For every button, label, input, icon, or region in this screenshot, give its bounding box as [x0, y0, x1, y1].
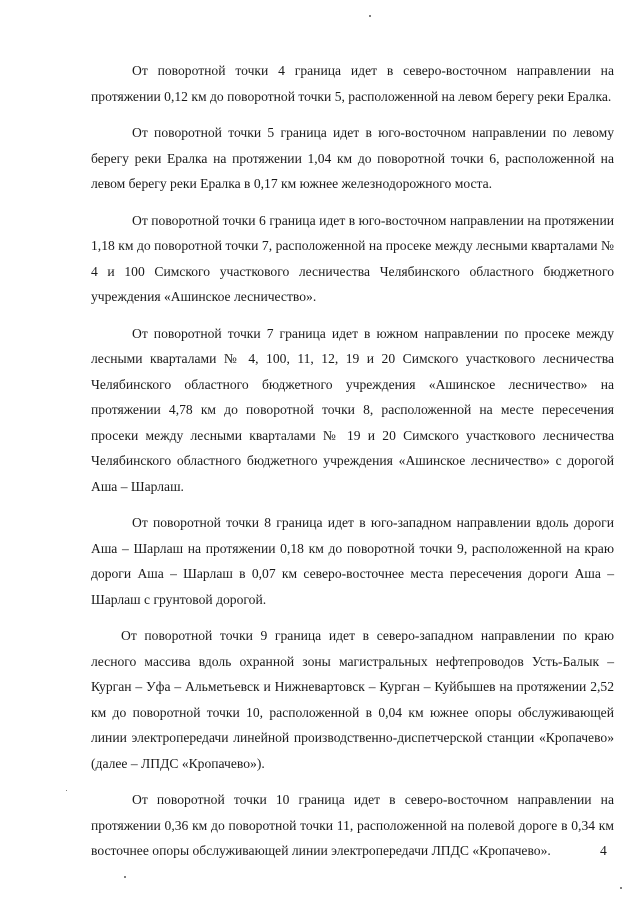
paragraph-1: От поворотной точки 4 граница идет в северо-восточном направлении на протяжении 0,12 км до поворотной точки 5, расположенной на левом берегу реки Ералка.: [91, 63, 614, 104]
scan-speck: [620, 887, 622, 889]
document-body: [91, 58, 614, 875]
paragraph-2: От поворотной точки 5 граница идет в юго-восточном направлении по левому берегу реки Ералка на протяжении 1,04 км до поворотной точки 6, расположенной на левом берегу реки Ералка в 0,17 км южнее железнодорожного моста.: [91, 125, 614, 191]
scan-speck: [124, 876, 126, 878]
paragraph-3: От поворотной точки 6 граница идет в юго-восточном направлении на протяжении 1,18 км до поворотной точки 7, расположенной на просеке между лесными кварталами № 4 и 100 Симского участкового лесничества Челябинского областного бюджетного учреждения «Ашинское лесничество».: [91, 212, 614, 304]
page-number: 4: [600, 843, 607, 858]
paragraph-4: От поворотной точки 7 граница идет в южном направлении по просеке между лесными кварталами № 4, 100, 11, 12, 19 и 20 Симского участкового лесничества Челябинского областного бюджетного учреждения «Ашинское лесничество» на протяжении 4,78 км до поворотной точки 8, расположенной на месте пересечения просеки между лесными кварталами № 19 и 20 Симского участкового лесничества Челябинского областного бюджетного учреждения «Ашинское лесничество» с дорогой Аша – Шарлаш.: [91, 325, 614, 494]
paragraph-7: От поворотной точки 10 граница идет в северо-восточном направлении на протяжении 0,36 км до поворотной точки 11, расположенной на полевой дороге в 0,34 км восточнее опоры обслуживающей линии электропередачи ЛПДС «Кропачево».: [91, 792, 614, 858]
paragraph-5: От поворотной точки 8 граница идет в юго-западном направлении вдоль дороги Аша – Шарлаш на протяжении 0,18 км до поворотной точки 9, расположенной на краю дороги Аша – Шарлаш в 0,07 км северо-восточнее места пересечения дороги Аша – Шарлаш с грунтовой дорогой.: [91, 515, 614, 607]
scan-speck: [66, 790, 67, 791]
scan-speck: [369, 15, 371, 17]
paragraph-6: От поворотной точки 9 граница идет в северо-западном направлении по краю лесного массива вдоль охранной зоны магистральных нефтепроводов Усть-Балык – Курган – Уфа – Альметьевск и Нижневартовск – Курган – Куйбышев на протяжении 2,52 км до поворотной точки 10, расположенной в 0,04 км южнее опоры обслуживающей линии электропередачи линейной производственно-диспетчерской станции «Кропачево» (далее – ЛПДС «Кропачево»).: [91, 628, 614, 771]
